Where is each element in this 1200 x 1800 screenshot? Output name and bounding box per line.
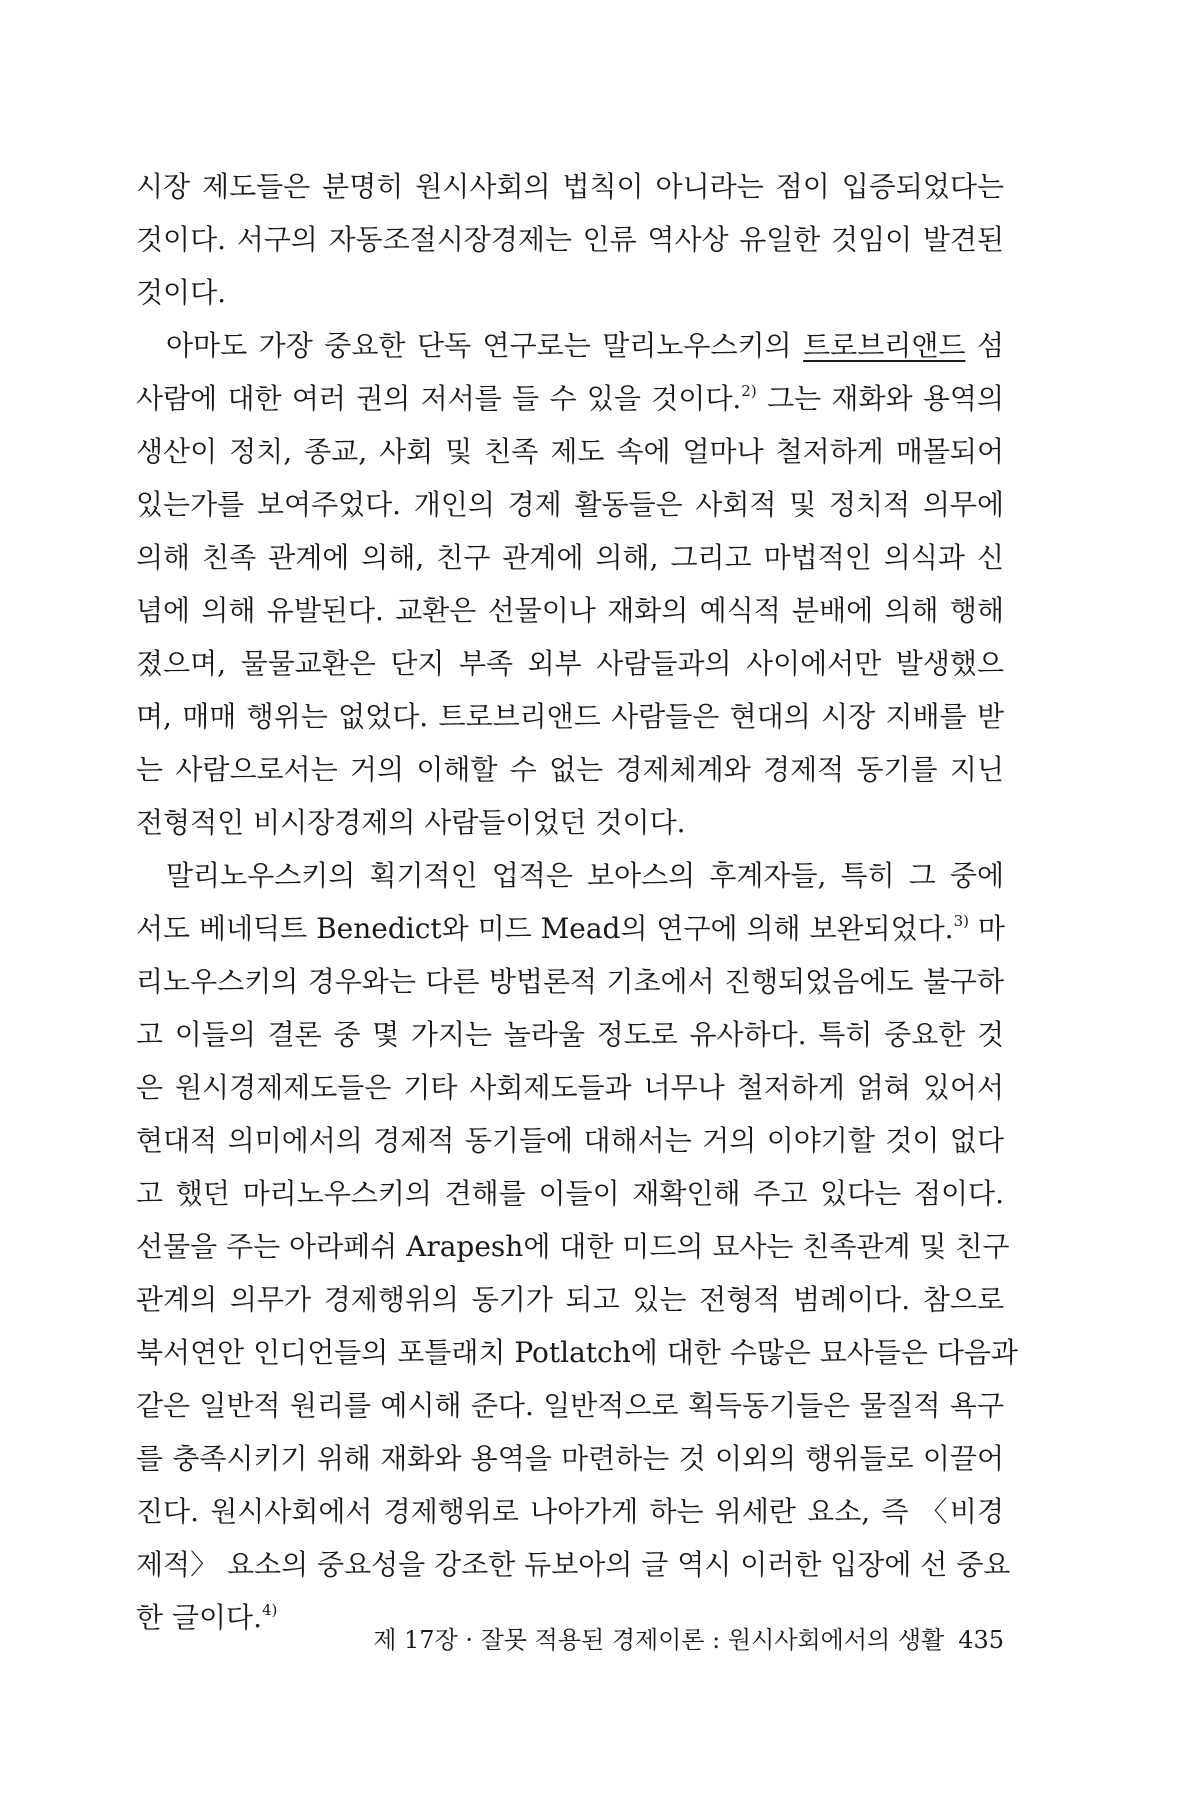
footnote-marker: 4) [262,1601,278,1619]
text-line: 의해 친족 관계에 의해, 친구 관계에 의해, 그리고 마법적인 의식과 신 [136,541,1004,574]
underlined-term: 트로브리앤드 [803,329,966,362]
text-line: 고 이들의 결론 중 몇 가지는 놀라울 정도로 유사하다. 특히 중요한 것 [136,1018,1004,1051]
text-line: 며, 매매 행위는 없었다. 트로브리앤드 사람들은 현대의 시장 지배를 받 [136,700,1004,733]
text-line: 은 원시경제제도들은 기타 사회제도들과 너무나 철저하게 얽혀 있어서 [136,1071,1004,1104]
footnote-marker: 3) [953,912,969,930]
text-line: 진다. 원시사회에서 경제행위로 나아가게 하는 위세란 요소, 즉 〈비경 [136,1495,1004,1528]
text-segment: 아마도 가장 중요한 단독 연구로는 말리노우스키의 [166,329,804,362]
text-line: 것이다. [136,276,227,309]
text-line: 현대적 의미에서의 경제적 동기들에 대해서는 거의 이야기할 것이 없다 [136,1124,1004,1157]
running-head: 제 17장 · 잘못 적용된 경제이론 : 원시사회에서의 생활 [373,1626,945,1654]
text-line [136,319,1004,372]
text-segment: 그는 재화와 용역의 [756,382,1004,415]
text-line: 북서연안 인디언들의 포틀래치 Potlatch에 대한 수많은 묘사들은 다음과 [136,1336,1018,1369]
text-line: 전형적인 비시장경제의 사람들이었던 것이다. [136,806,686,839]
text-line: 관계의 의무가 경제행위의 동기가 되고 있는 전형적 범례이다. 참으로 [136,1283,1004,1316]
text-line: 제적〉 요소의 중요성을 강조한 듀보아의 글 역시 이러한 입장에 선 중요 [136,1548,1011,1581]
text-line: 있는가를 보여주었다. 개인의 경제 활동들은 사회적 및 정치적 의무에 [136,488,1004,521]
footnote-marker: 2) [741,382,757,400]
text-line: 선물을 주는 아라페쉬 Arapesh에 대한 미드의 묘사는 친족관계 및 친구 [136,1230,1010,1263]
text-line: 생산이 정치, 종교, 사회 및 친족 제도 속에 얼마나 철저하게 매몰되어 [136,435,1004,468]
text-line: 말리노우스키의 획기적인 업적은 보아스의 후계자들, 특히 그 중에 [166,859,1004,892]
text-segment: 한 글이다. [136,1601,262,1634]
text-line: 념에 의해 유발된다. 교환은 선물이나 재화의 예식적 분배에 의해 행해 [136,594,1004,627]
text-segment: 사람에 대한 여러 권의 저서를 들 수 있을 것이다. [136,382,742,415]
text-line: 졌으며, 물물교환은 단지 부족 외부 사람들과의 사이에서만 발생했으 [136,647,1004,680]
text-line: 것이다. 서구의 자동조절시장경제는 인류 역사상 유일한 것임이 발견된 [136,223,1004,256]
body-text [136,160,1018,1644]
text-segment: 마 [969,912,1005,945]
text-segment: 서도 베네딕트 Benedict와 미드 Mead의 연구에 의해 보완되었다. [136,912,954,945]
text-segment: 섬 [965,329,1004,362]
text-line: 같은 일반적 원리를 예시해 준다. 일반적으로 획득동기들은 물질적 욕구 [136,1389,1004,1422]
page-footer [136,1620,1004,1655]
page-number: 435 [958,1626,1004,1654]
text-line: 는 사람으로서는 거의 이해할 수 없는 경제체계와 경제적 동기를 지닌 [136,753,1004,786]
text-line: 리노우스키의 경우와는 다른 방법론적 기초에서 진행되었음에도 불구하 [136,965,1004,998]
text-line [136,902,1004,955]
text-line [136,372,1004,425]
text-line: 고 했던 마리노우스키의 견해를 이들이 재확인해 주고 있다는 점이다. [136,1177,1004,1210]
text-line: 를 충족시키기 위해 재화와 용역을 마련하는 것 이외의 행위들로 이끌어 [136,1442,1004,1475]
text-line: 시장 제도들은 분명히 원시사회의 법칙이 아니라는 점이 입증되었다는 [136,170,1004,203]
